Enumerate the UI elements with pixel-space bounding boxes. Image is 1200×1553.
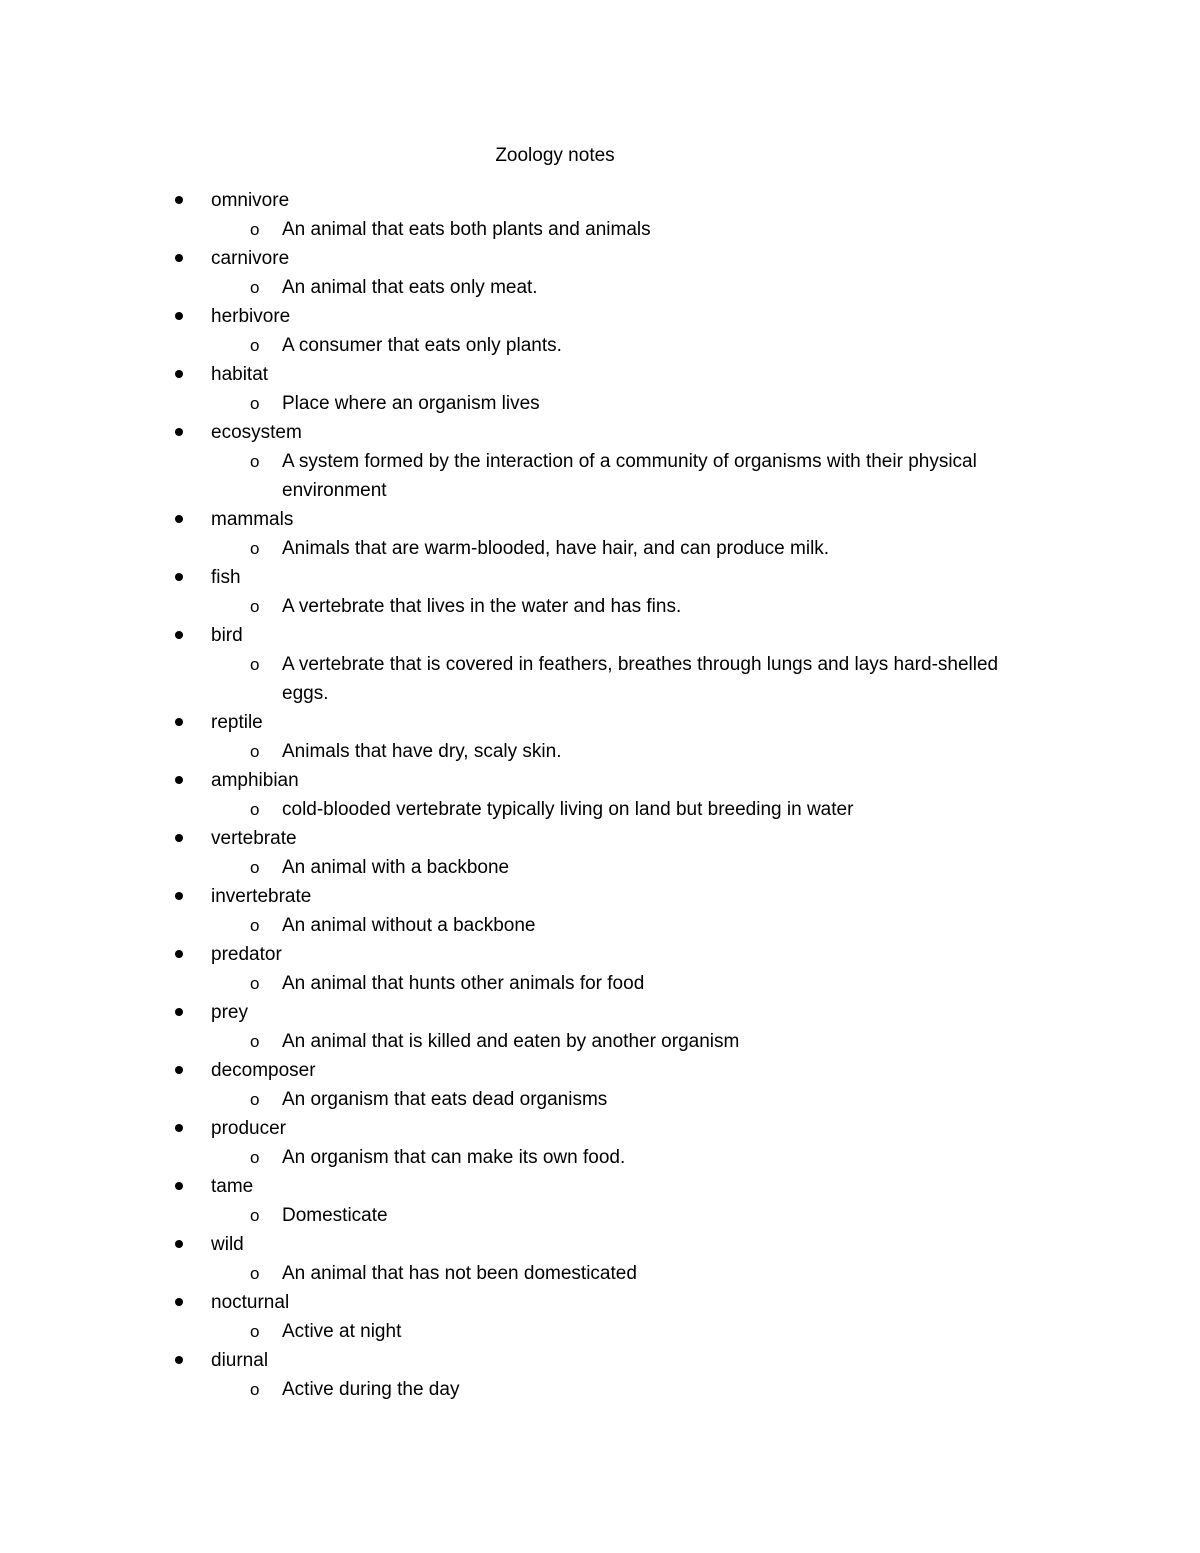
list-item	[0, 505, 1200, 563]
list-item	[0, 418, 1200, 505]
definition: An organism that eats dead organisms	[282, 1089, 608, 1110]
term-line	[0, 1346, 1200, 1375]
term: bird	[211, 625, 243, 646]
sub-bullet-icon: o	[250, 1032, 260, 1051]
definition: An animal that eats only meat.	[282, 277, 538, 298]
definition: An animal with a backbone	[282, 857, 510, 878]
definition-line	[0, 1259, 1200, 1288]
term-line	[0, 708, 1200, 737]
sub-bullet-icon: o	[250, 916, 260, 935]
term: habitat	[211, 364, 269, 385]
bullet-icon	[175, 1240, 183, 1248]
term-line	[0, 940, 1200, 969]
definition-line	[0, 911, 1200, 940]
list-item	[0, 998, 1200, 1056]
list-item	[0, 1172, 1200, 1230]
sub-bullet-icon: o	[250, 974, 260, 993]
bullet-icon	[175, 1298, 183, 1306]
definition: Domesticate	[282, 1205, 388, 1226]
term-line	[0, 418, 1200, 447]
term: nocturnal	[211, 1292, 290, 1313]
definition-line	[0, 215, 1200, 244]
sub-bullet-icon: o	[250, 1206, 260, 1225]
bullet-icon	[175, 892, 183, 900]
definition-line	[0, 447, 1200, 505]
list-item	[0, 824, 1200, 882]
definition-line	[0, 1085, 1200, 1114]
definition: An animal that hunts other animals for food	[282, 973, 645, 994]
bullet-icon	[175, 370, 183, 378]
definition-line	[0, 534, 1200, 563]
sub-bullet-icon: o	[250, 800, 260, 819]
bullet-icon	[175, 1182, 183, 1190]
definition-line	[0, 1375, 1200, 1404]
definition: An animal that eats both plants and animals	[282, 219, 651, 240]
bullet-icon	[175, 1356, 183, 1364]
sub-bullet-icon: o	[250, 336, 260, 355]
definition-line	[0, 737, 1200, 766]
bullet-icon	[175, 718, 183, 726]
definition: An animal that is killed and eaten by another organism	[282, 1031, 740, 1052]
sub-bullet-icon: o	[250, 1380, 260, 1399]
term-line	[0, 824, 1200, 853]
bullet-icon	[175, 1008, 183, 1016]
bullet-icon	[175, 428, 183, 436]
definition-line	[0, 969, 1200, 998]
list-item	[0, 1056, 1200, 1114]
sub-bullet-icon: o	[250, 1322, 260, 1341]
term-line	[0, 882, 1200, 911]
bullet-icon	[175, 573, 183, 581]
list-item	[0, 940, 1200, 998]
definition: cold-blooded vertebrate typically living on land but breeding in water	[282, 799, 854, 820]
term: wild	[211, 1234, 244, 1255]
definition: An organism that can make its own food.	[282, 1147, 626, 1168]
definition: Place where an organism lives	[282, 393, 540, 414]
term: ecosystem	[211, 422, 302, 443]
term: tame	[211, 1176, 254, 1197]
term: prey	[211, 1002, 248, 1023]
term-line	[0, 1114, 1200, 1143]
sub-bullet-icon: o	[250, 1090, 260, 1109]
sub-bullet-icon: o	[250, 597, 260, 616]
term-line	[0, 1056, 1200, 1085]
definition-line	[0, 795, 1200, 824]
list-item	[0, 244, 1200, 302]
sub-bullet-icon: o	[250, 452, 260, 471]
definition-line	[0, 331, 1200, 360]
list-item	[0, 621, 1200, 708]
sub-bullet-icon: o	[250, 655, 260, 674]
list-item	[0, 1346, 1200, 1404]
term: predator	[211, 944, 282, 965]
sub-bullet-icon: o	[250, 858, 260, 877]
definition-line	[0, 1143, 1200, 1172]
definition-line	[0, 592, 1200, 621]
definition: An animal without a backbone	[282, 915, 536, 936]
term: decomposer	[211, 1060, 316, 1081]
sub-bullet-icon: o	[250, 220, 260, 239]
term-line	[0, 244, 1200, 273]
bullet-icon	[175, 631, 183, 639]
list-item	[0, 882, 1200, 940]
term-line	[0, 766, 1200, 795]
sub-bullet-icon: o	[250, 1148, 260, 1167]
term-line	[0, 563, 1200, 592]
definition: Active at night	[282, 1321, 402, 1342]
definition-line	[0, 273, 1200, 302]
definition-line	[0, 1027, 1200, 1056]
list-item	[0, 360, 1200, 418]
definition: A system formed by the interaction of a community of organisms with their physical environment	[282, 451, 977, 501]
bullet-icon	[175, 312, 183, 320]
term-line	[0, 505, 1200, 534]
term-line	[0, 1230, 1200, 1259]
term: mammals	[211, 509, 294, 530]
list-item	[0, 1230, 1200, 1288]
term-line	[0, 360, 1200, 389]
definition-line	[0, 1317, 1200, 1346]
term-line	[0, 302, 1200, 331]
bullet-icon	[175, 834, 183, 842]
definition: Animals that are warm-blooded, have hair, and can produce milk.	[282, 538, 830, 559]
definition-line	[0, 389, 1200, 418]
term: carnivore	[211, 248, 290, 269]
bullet-icon	[175, 1124, 183, 1132]
sub-bullet-icon: o	[250, 278, 260, 297]
list-item	[0, 302, 1200, 360]
term-list	[0, 186, 1200, 1404]
list-item	[0, 563, 1200, 621]
term: vertebrate	[211, 828, 297, 849]
term-line	[0, 186, 1200, 215]
definition: An animal that has not been domesticated	[282, 1263, 637, 1284]
term: producer	[211, 1118, 286, 1139]
list-item	[0, 1114, 1200, 1172]
bullet-icon	[175, 254, 183, 262]
term: diurnal	[211, 1350, 269, 1371]
term: fish	[211, 567, 241, 588]
definition-line	[0, 650, 1200, 708]
sub-bullet-icon: o	[250, 742, 260, 761]
bullet-icon	[175, 776, 183, 784]
bullet-icon	[175, 950, 183, 958]
list-item	[0, 186, 1200, 244]
definition: Active during the day	[282, 1379, 460, 1400]
bullet-icon	[175, 196, 183, 204]
list-item	[0, 766, 1200, 824]
term-line	[0, 1172, 1200, 1201]
term-line	[0, 998, 1200, 1027]
sub-bullet-icon: o	[250, 539, 260, 558]
term: invertebrate	[211, 886, 312, 907]
definition: A vertebrate that lives in the water and has fins.	[282, 596, 682, 617]
term-line	[0, 621, 1200, 650]
term-line	[0, 1288, 1200, 1317]
page-title: Zoology notes	[495, 145, 615, 166]
sub-bullet-icon: o	[250, 394, 260, 413]
term: amphibian	[211, 770, 299, 791]
definition: Animals that have dry, scaly skin.	[282, 741, 562, 762]
term: reptile	[211, 712, 263, 733]
bullet-icon	[175, 1066, 183, 1074]
sub-bullet-icon: o	[250, 1264, 260, 1283]
list-item	[0, 708, 1200, 766]
definition: A vertebrate that is covered in feathers, breathes through lungs and lays hard-shelled eggs.	[282, 654, 999, 704]
definition: A consumer that eats only plants.	[282, 335, 562, 356]
definition-line	[0, 853, 1200, 882]
term: omnivore	[211, 190, 290, 211]
list-item	[0, 1288, 1200, 1346]
definition-line	[0, 1201, 1200, 1230]
term: herbivore	[211, 306, 291, 327]
bullet-icon	[175, 515, 183, 523]
